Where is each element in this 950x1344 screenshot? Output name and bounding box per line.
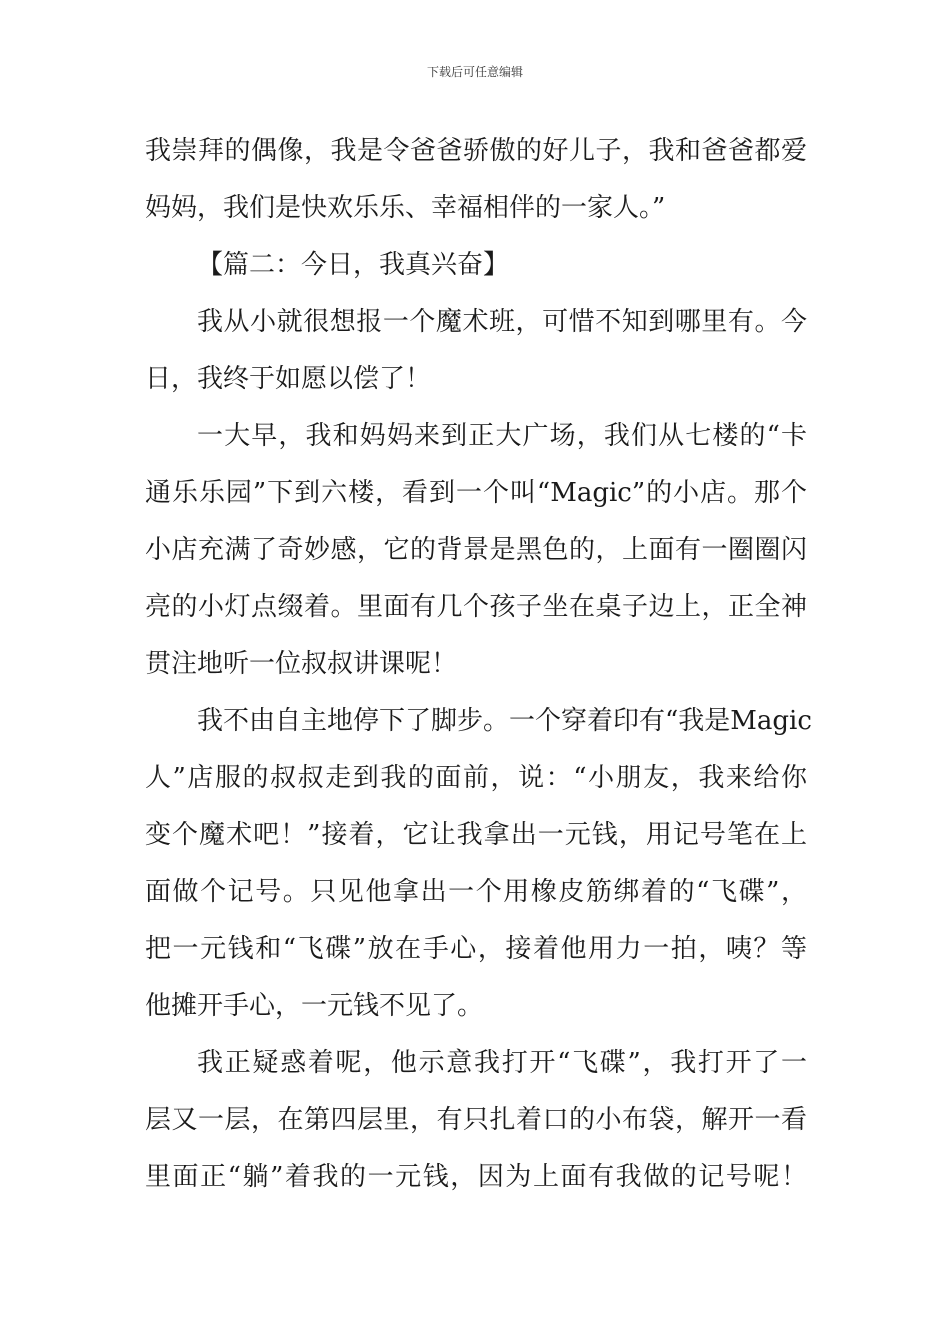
text-line: 我不由自主地停下了脚步。一个穿着印有“我是Magic <box>197 706 812 736</box>
page-header-note: 下载后可任意编辑 <box>426 65 523 79</box>
text-line: 层又一层，在第四层里，有只扎着口的小布袋，解开一看 <box>145 1105 807 1135</box>
text-line: 把一元钱和“飞碟”放在手心，接着他用力一拍，咦？等 <box>145 934 807 964</box>
text-line: 里面正“躺”着我的一元钱，因为上面有我做的记号呢！ <box>145 1162 807 1192</box>
text-line: 日，我终于如愿以偿了！ <box>145 364 432 394</box>
text-line: 人”店服的叔叔走到我的面前，说：“小朋友，我来给你 <box>145 763 807 793</box>
text-line: 他摊开手心，一元钱不见了。 <box>145 991 484 1021</box>
text-line: 亮的小灯点缀着。里面有几个孩子坐在桌子边上，正全神 <box>145 592 807 622</box>
text-line: 面做个记号。只见他拿出一个用橡皮筋绑着的“飞碟”， <box>145 877 807 907</box>
text-line: 我正疑惑着呢，他示意我打开“飞碟”，我打开了一 <box>197 1048 807 1078</box>
text-line: 【篇二：今日，我真兴奋】 <box>197 250 510 280</box>
text-line: 贯注地听一位叔叔讲课呢！ <box>145 649 458 679</box>
document-body <box>145 123 812 1206</box>
text-line: 妈妈，我们是快欢乐乐、幸福相伴的一家人。” <box>145 193 666 223</box>
text-line: 小店充满了奇妙感，它的背景是黑色的，上面有一圈圈闪 <box>145 535 807 565</box>
text-line: 一大早，我和妈妈来到正大广场，我们从七楼的“卡 <box>197 421 807 451</box>
text-line: 我从小就很想报一个魔术班，可惜不知到哪里有。今 <box>197 307 807 337</box>
text-line: 变个魔术吧！”接着，它让我拿出一元钱，用记号笔在上 <box>145 820 807 850</box>
text-line: 通乐乐园”下到六楼，看到一个叫“Magic”的小店。那个 <box>145 478 807 508</box>
text-line: 我崇拜的偶像，我是令爸爸骄傲的好儿子，我和爸爸都爱 <box>145 136 807 166</box>
